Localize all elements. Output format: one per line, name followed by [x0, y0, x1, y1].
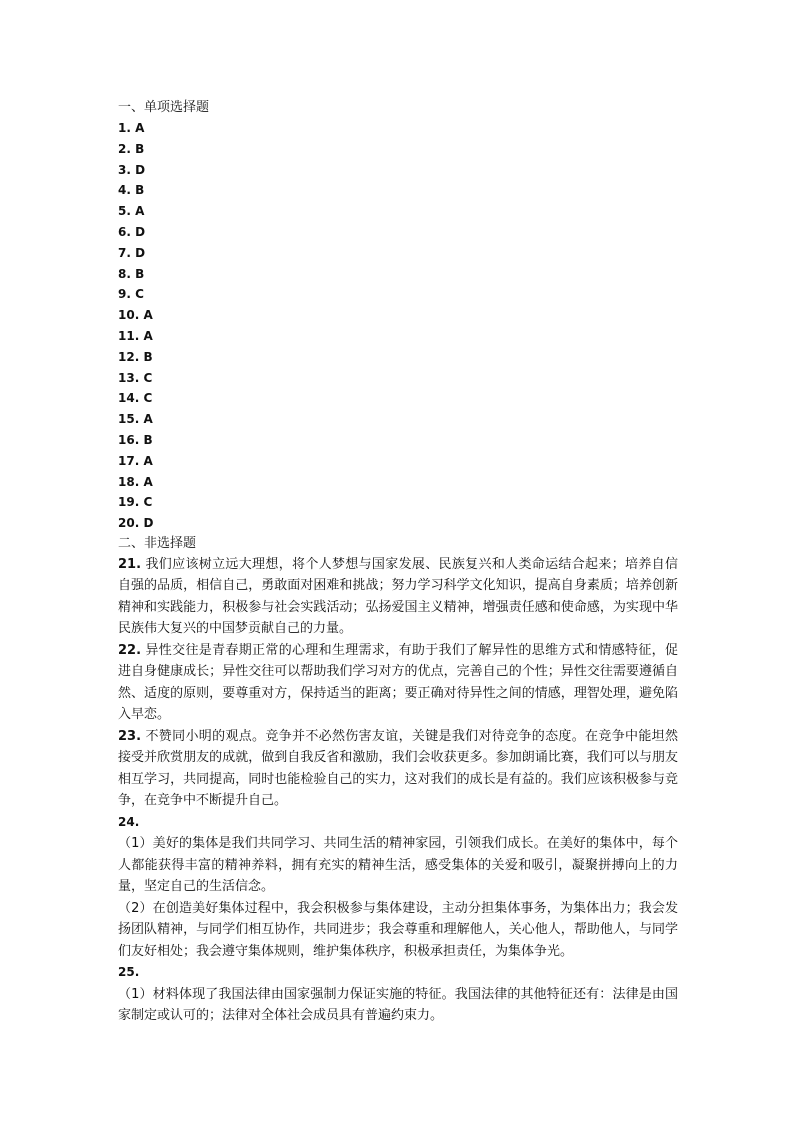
question-24-part-1: （1）美好的集体是我们共同学习、共同生活的精神家园，引领我们成长。在美好的集体中，每个人都能获得丰富的精神养料，拥有充实的精神生活，感受集体的关爱和吸引，凝聚拼搏向上的力量，坚定自己的生活信念。 [118, 836, 678, 895]
answer-text: 不赞同小明的观点。竞争并不必然伤害友谊，关键是我们对待竞争的态度。在竞争中能坦然接受并欣赏朋友的成就，做到自我反省和激励，我们会收获更多。参加朗诵比赛，我们可以与朋友相互学习，共同提高，同时也能检验自己的实力，这对我们的成长是有益的。我们应该积极参与竞争，在竞争中不断提升自己。 [118, 728, 678, 809]
answer-list [118, 118, 678, 534]
question-number: 6. [118, 224, 131, 239]
question-number: 1. [118, 121, 131, 135]
question-22 [118, 640, 678, 726]
question-25-part-1: （1）材料体现了我国法律由国家强制力保证实施的特征。我国法律的其他特征还有：法律是由国家制定或认可的；法律对全体社会成员具有普遍约束力。 [118, 986, 678, 1024]
answer-letter: D [135, 162, 146, 177]
question-number: 10. [118, 308, 140, 323]
answer-row [118, 409, 678, 430]
answer-row [118, 305, 678, 326]
question-25-number: 25. [118, 965, 140, 980]
question-number: 16. [118, 432, 140, 447]
answer-letter: C [143, 495, 153, 510]
question-number: 8. [118, 266, 131, 281]
question-number: 3. [118, 162, 131, 177]
answer-letter: B [135, 266, 145, 281]
answer-row [118, 513, 678, 534]
answer-text: 我们应该树立远大理想，将个人梦想与国家发展、民族复兴和人类命运结合起来；培养自信自强的品质，相信自己，勇敢面对困难和挑战；努力学习科学文化知识，提高自身素质；培养创新精神和实践能力，积极参与社会实践活动；弘扬爱国主义精神，增强责任感和使命感，为实现中华民族伟大复兴的中国梦贡献自己的力量。 [118, 556, 678, 637]
question-21 [118, 554, 678, 640]
question-number: 15. [118, 412, 140, 427]
answer-row [118, 347, 678, 368]
answer-row [118, 451, 678, 472]
question-number: 21. [118, 556, 142, 572]
question-number: 22. [118, 642, 142, 658]
question-number: 23. [118, 728, 142, 744]
section1-heading: 一、单项选择题 [118, 100, 210, 115]
question-number: 14. [118, 391, 140, 406]
answer-letter: A [135, 204, 145, 219]
question-number: 12. [118, 349, 140, 364]
answer-row [118, 492, 678, 513]
answer-row [118, 180, 678, 201]
answer-letter: A [143, 328, 153, 343]
question-24-part-2: （2）在创造美好集体过程中，我会积极参与集体建设，主动分担集体事务，为集体出力；我会发扬团队精神，与同学们相互协作，共同进步；我会尊重和理解他人，关心他人，帮助他人，与同学们友好相处；我会遵守集体规则，维护集体秩序，积极承担责任，为集体争光。 [118, 900, 678, 959]
answer-row [118, 284, 678, 305]
question-number: 17. [118, 453, 140, 468]
answer-letter: A [143, 474, 153, 489]
answer-letter: B [135, 183, 145, 198]
answer-row [118, 264, 678, 285]
answer-text: 异性交往是青春期正常的心理和生理需求，有助于我们了解异性的思维方式和情感特征，促进自身健康成长；异性交往可以帮助我们学习对方的优点，完善自己的个性；异性交往需要遵循自然、适度的原则，要尊重对方，保持适当的距离；要正确对待异性之间的情感，理智处理，避免陷入早恋。 [118, 642, 678, 723]
question-number: 11. [118, 328, 140, 343]
answer-letter: C [135, 287, 144, 302]
answer-letter: B [143, 349, 153, 364]
answer-letter: C [143, 370, 153, 385]
question-number: 7. [118, 245, 131, 260]
question-24-number: 24. [118, 814, 140, 829]
question-number: 13. [118, 370, 140, 385]
question-23 [118, 726, 678, 812]
answer-letter: B [143, 432, 153, 447]
answer-row [118, 243, 678, 264]
section2-heading: 二、非选择题 [118, 535, 197, 551]
answer-letter: D [143, 516, 154, 531]
question-number: 2. [118, 141, 131, 156]
answer-sheet [118, 98, 678, 1027]
answer-row [118, 430, 678, 451]
answer-letter: D [135, 224, 146, 239]
answer-letter: A [143, 308, 153, 323]
question-number: 9. [118, 287, 131, 302]
answer-letter: A [143, 453, 153, 468]
answer-row [118, 160, 678, 181]
answer-letter: D [135, 245, 146, 260]
answer-row [118, 472, 678, 493]
question-number: 20. [118, 516, 140, 531]
answer-letter: A [143, 412, 153, 427]
question-number: 4. [118, 183, 131, 198]
answer-row [118, 222, 678, 243]
answer-letter: B [135, 141, 145, 156]
answer-row [118, 388, 678, 409]
answer-letter: C [143, 391, 153, 406]
question-number: 19. [118, 495, 140, 510]
answer-row [118, 201, 678, 222]
answer-row [118, 118, 678, 139]
answer-row [118, 368, 678, 389]
answer-row [118, 139, 678, 160]
answer-letter: A [135, 121, 145, 135]
question-number: 5. [118, 204, 131, 219]
question-number: 18. [118, 474, 140, 489]
answer-row [118, 326, 678, 347]
